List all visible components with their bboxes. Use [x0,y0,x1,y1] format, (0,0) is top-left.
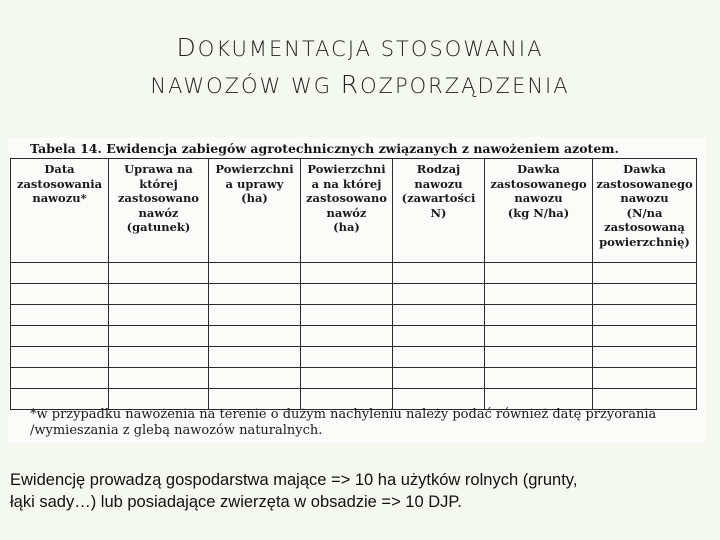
title-line-2 [0,67,720,104]
table-cell [11,305,109,326]
table-cell [593,284,697,305]
column-header-fertilizer-type: Rodzaj nawozu (zawartości N) [393,159,485,263]
table-cell [11,347,109,368]
table-cell [209,284,301,305]
table-cell [301,326,393,347]
table-cell [209,305,301,326]
title-line-1 [0,30,720,67]
table-cell [301,305,393,326]
table-row [11,284,697,305]
record-table [10,158,697,410]
table-row [11,347,697,368]
table-row [11,263,697,284]
table-cell [209,326,301,347]
table-cell [11,263,109,284]
table-cell [301,263,393,284]
column-header-fertilized-area: Powierzchni a na której zastosowano nawóz (ha) [301,159,393,263]
table-cell [109,263,209,284]
table-cell [109,347,209,368]
table-cell [393,284,485,305]
slide-title [0,30,720,104]
table-row [11,305,697,326]
table-cell [393,305,485,326]
table-cell [393,368,485,389]
table-cell [209,347,301,368]
column-header-dose-per-ha: Dawka zastosowanego nawozu (kg N/ha) [485,159,593,263]
table-cell [593,326,697,347]
title-initial-r: R [340,70,361,99]
table-cell [485,284,593,305]
title-line-2-start: NAWOZÓW WG [150,74,341,98]
table-cell [109,368,209,389]
table-row [11,368,697,389]
table-cell [11,284,109,305]
table-cell [11,326,109,347]
column-header-date: Data zastosowania nawozu* [11,159,109,263]
column-header-crop-area: Powierzchni a uprawy (ha) [209,159,301,263]
table-cell [485,347,593,368]
title-line-2-text: OZPORZĄDZENIA [360,74,570,98]
table-cell [11,368,109,389]
table-cell [485,326,593,347]
column-header-dose-per-area: Dawka zastosowanego nawozu (N/na zastosowaną powierzchnię) [593,159,697,263]
title-initial-d: D [176,33,198,62]
table-cell [393,347,485,368]
table-body [11,263,697,410]
table-cell [593,368,697,389]
table-cell [485,368,593,389]
table-cell [109,305,209,326]
table-cell [301,284,393,305]
table-title: Tabela 14. Ewidencja zabiegów agrotechnicznych związanych z nawożeniem azotem. [30,141,619,156]
table-cell [301,368,393,389]
table-cell [393,326,485,347]
table-cell [593,347,697,368]
table-cell [109,326,209,347]
table-cell [485,305,593,326]
table-row [11,326,697,347]
table-cell [593,305,697,326]
table-cell [301,347,393,368]
table-cell [485,263,593,284]
table-cell [209,263,301,284]
table-cell [209,368,301,389]
table-cell [109,284,209,305]
scanned-table-image [8,137,706,443]
slide-body-text: Ewidencję prowadzą gospodarstwa mające => 10 ha użytków rolnych (grunty, łąki sady…) lub posiadające zwierzęta w obsadzie => 10 DJP. [10,471,578,511]
table-cell [393,263,485,284]
table-footnote: *w przypadku nawożenia na terenie o dużym nachyleniu należy podać również datę przyorania /wymieszania z glebą nawozów naturalnych. [30,407,657,438]
column-header-crop: Uprawa na której zastosowano nawóz (gatunek) [109,159,209,263]
table-cell [593,263,697,284]
table-header-row [11,159,697,263]
title-line-1-text: OKUMENTACJA STOSOWANIA [197,37,544,61]
